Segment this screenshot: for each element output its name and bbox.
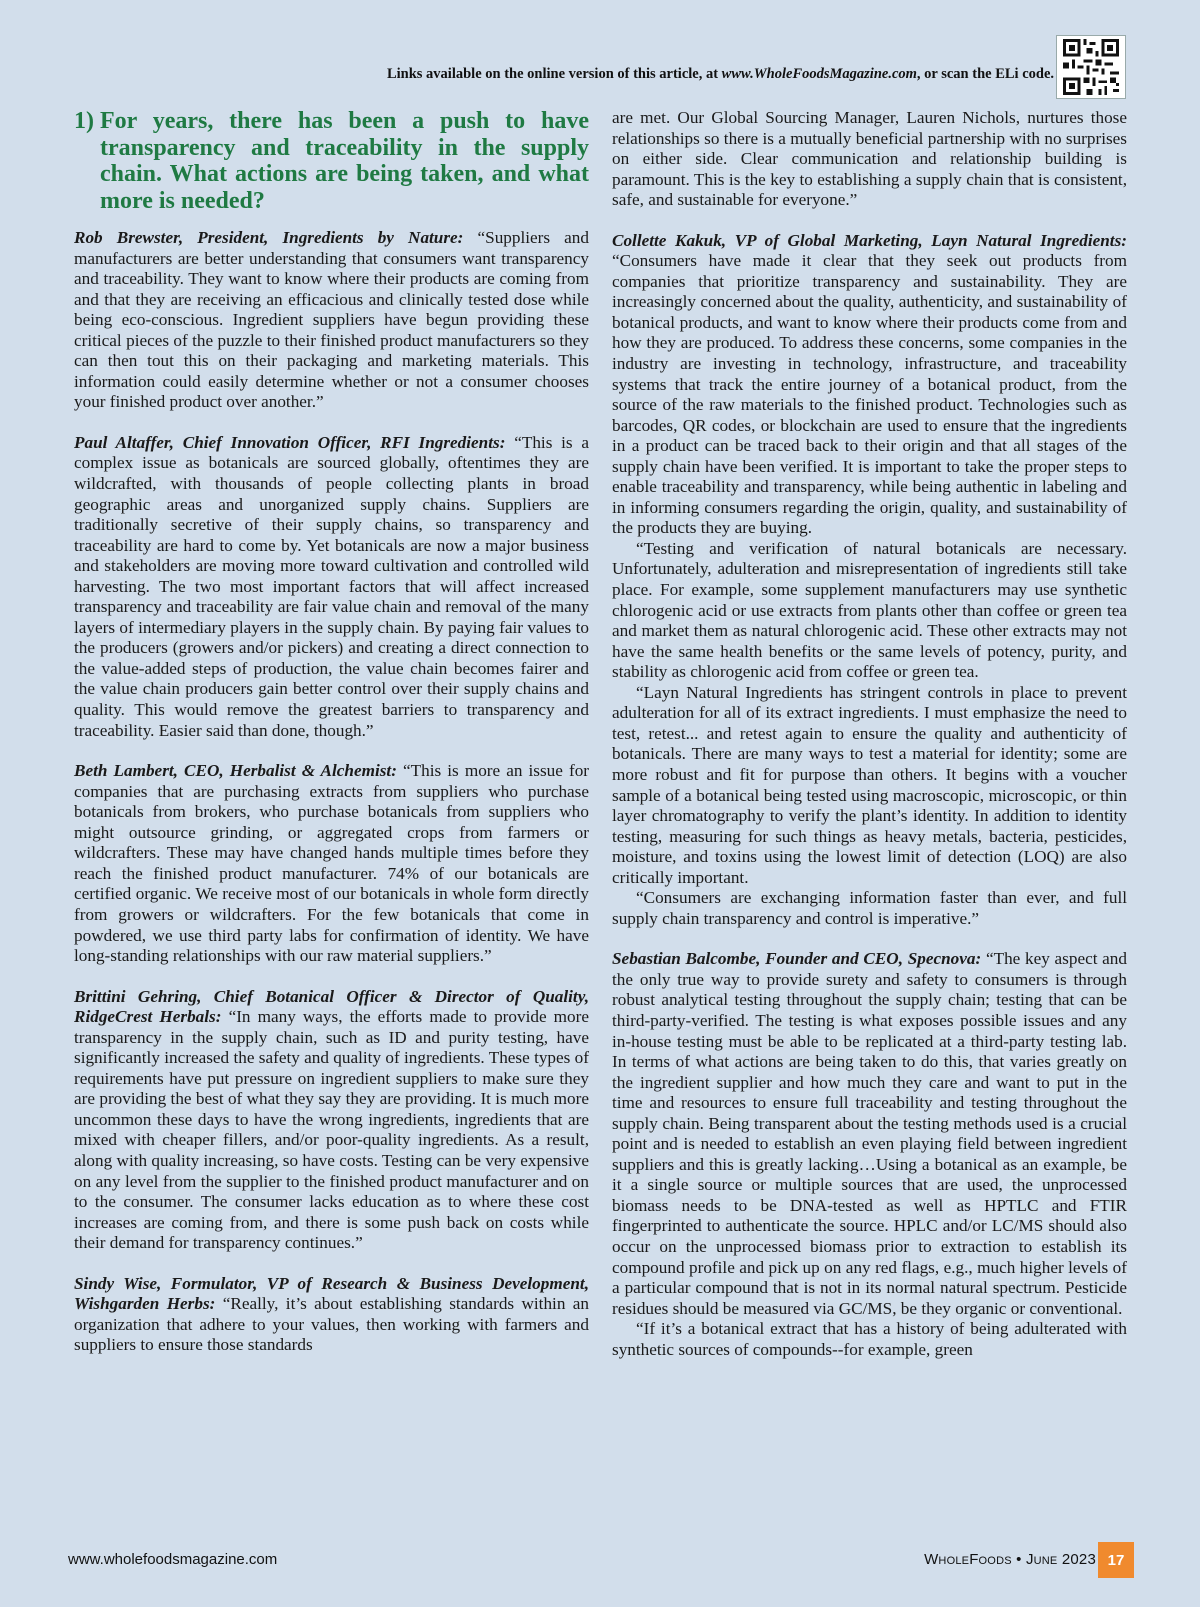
links-note — [0, 66, 1054, 83]
quote-paragraph — [74, 761, 589, 966]
right-column — [612, 108, 1127, 1380]
quote-text: “If it’s a botanical extract that has a history of being adulterated with synthetic sources of compounds--for example, green — [612, 1319, 1127, 1359]
issue-date: June 2023 — [1025, 1551, 1096, 1568]
quote-entry — [612, 231, 1127, 930]
footer-separator: • — [1011, 1551, 1026, 1568]
publication-name: WholeFoods — [924, 1551, 1012, 1568]
quote-text: “Consumers have made it clear that they seek out products from companies that prioritize transparency and sustainability. They are increasingly concerned about the quality, authenticity, and sustainability of botanical products, and want to know where their products come from and how they are produced. To address these concerns, some companies in the industry are investing in technology, infrastructure, and traceability systems that track the entire journey of a botanical product, from the source of the raw materials to the finished product. Technologies such as barcodes, QR codes, or blockchain are used to ensure that the ingredients in a product can be traced back to their origin and that all stages of the supply chain have been verified. It is important to take the proper steps to enable traceability and transparency, while being authentic in labeling and in informing consumers regarding the origin, quality, and sustainability of the products they are buying. — [612, 251, 1127, 538]
speaker-name: Rob Brewster, President, Ingredients by Nature: — [74, 228, 464, 247]
quote-paragraph — [74, 433, 589, 741]
left-entries — [74, 228, 589, 1356]
left-column — [74, 108, 589, 1376]
quote-paragraph — [612, 1319, 1127, 1360]
quote-text: “The key aspect and the only true way to provide surety and safety to consumers is through robust analytical testing throughout the supply chain; testing that can be third-party-verified. The testing is what exposes possible issues and any in-house testing must be able to be replicated at a third-party testing lab. In terms of what actions are being taken to do this, that varies greatly on the ingredient supplier and how much they care and want to put in the time and resources to ensure full traceability and testing throughout the supply chain. Being transparent about the testing methods used is a crucial point and is needed to establish an even playing field between ingredient suppliers and this is greatly lacking…Using a botanical as an example, be it a single source or multiple sources that are used, the unprocessed biomass needs to be DNA-tested as well as HPTLC and FTIR fingerprinted to authenticate the source. HPLC and/or LC/MS should also occur on the unprocessed biomass prior to extraction to establish its compound profile and pick up on any red flags, e.g., much higher levels of a particular compound that is not in its normal natural spectrum. Pesticide residues should be measured via GC/MS, be they organic or conventional. — [612, 949, 1127, 1318]
quote-text: “Suppliers and manufacturers are better understanding that consumers want transparency and traceability. They want to know where their products are coming from and that they are receiving an efficacious and clinically tested dose while being eco-conscious. Ingredient suppliers have begun providing these critical pieces of the puzzle to their finished product manufacturers so they can then tout this on their packaging and marketing materials. This information could easily determine whether or not a consumer chooses your finished product over another.” — [74, 228, 589, 412]
quote-paragraph — [612, 949, 1127, 1319]
quote-text: “In many ways, the efforts made to provide more transparency in the supply chain, such as ID and purity testing, have significantly increased the safety and quality of ingredients. These types of requirements have put pressure on ingredient suppliers to make sure they are providing the best of what they say they are providing. It is much more uncommon these days to have the wrong ingredients, ingredients that are mixed with cheaper fillers, and/or poor-quality ingredients. As a result, along with quality increasing, so have costs. Testing can be very expensive on any level from the supplier to the finished product manufacturer and on to the consumer. The consumer lacks education as to where these cost increases are coming from, and there is some push back on costs while their demand for transparency continues.” — [74, 1007, 590, 1253]
speaker-name: Beth Lambert, CEO, Herbalist & Alchemist: — [74, 761, 397, 781]
links-note-tail: , or scan the ELi code. — [916, 66, 1054, 82]
quote-entry — [74, 987, 589, 1254]
links-note-text: Links available on the online version of this article, at — [386, 66, 722, 82]
continued-paragraph: are met. Our Global Sourcing Manager, Lauren Nichols, nurtures those relationships so there is a mutually beneficial partnership with no surprises on either side. Clear communication and relationship building is paramount. This is the key to establishing a supply chain that is consistent, safe, and sustainable for everyone.” — [612, 108, 1127, 210]
quote-text: “Consumers are exchanging information faster than ever, and full supply chain transparency and control is imperative.” — [612, 888, 1127, 928]
footer-publication — [924, 1551, 1096, 1568]
page-number: 17 — [1098, 1542, 1134, 1578]
quote-text: “This is a complex issue as botanicals are sourced globally, oftentimes they are wildcrafted, with thousands of people collecting plants in broad geographic areas and unorganized supply chains. Suppliers are traditionally secretive of their supply chains, so transparency and traceability are hard to come by. Yet botanicals are now a major business and stakeholders are moving more toward cultivation and controlled wild harvesting. The two most important factors that will affect increased transparency and traceability are fair value chain and removal of the many layers of intermediary players in the supply chain. By paying fair values to the producers (growers and/or pickers) and creating a direct connection to the value-added steps of production, the value chain becomes fairer and the value chain producers gain better control over their supply chains and quality. This would remove the greatest barriers to transparency and traceability. Easier said than done, though.” — [74, 432, 590, 740]
links-site[interactable]: www.WholeFoodsMagazine.com — [721, 66, 917, 82]
speaker-name: Paul Altaffer, Chief Innovation Officer, RFI Ingredients: — [74, 432, 506, 452]
speaker-name: Collette Kakuk, VP of Global Marketing, Layn Natural Ingredients: — [612, 230, 1127, 250]
quote-paragraph — [612, 683, 1127, 888]
question-number: 1) — [74, 108, 94, 134]
quote-entry — [74, 228, 589, 413]
quote-text: “Testing and verification of natural botanicals are necessary. Unfortunately, adulteration and misrepresentation of ingredients still take place. For example, some supplement manufacturers may use synthetic chlorogenic acid or use extracts from plants other than coffee or green tea and market them as natural chlorogenic acid. These other extracts may not have the same health benefits or the same levels of potency, purity, and stability as chlorogenic acid from coffee or green tea. — [612, 538, 1127, 682]
speaker-name: Brittini Gehring, Chief Botanical Officer & Director of Quality, RidgeCrest Herbals: — [74, 986, 589, 1027]
quote-paragraph — [74, 987, 589, 1254]
quote-paragraph — [612, 888, 1127, 929]
quote-entry — [74, 761, 589, 966]
quote-text: “This is more an issue for companies that are purchasing extracts from suppliers who purchase botanicals from brokers, who purchase botanicals from suppliers who might outsource grinding, or aggregated crops from farmers or wildcrafters. These may have changed hands multiple times before they reach the finished product manufacturer. 74% of our botanicals are certified organic. We receive most of our botanicals in whole form directly from growers or wildcrafters. For the few botanicals that come in powdered, we use third party labs for confirmation of identity. We have long-standing relationships with our raw material suppliers.” — [74, 761, 590, 966]
quote-text: “Layn Natural Ingredients has stringent controls in place to prevent adulteration for all of its extract ingredients. I must emphasize the need to test, retest... and retest again to ensure the quality and authenticity of botanicals. There are many ways to test a material for identity; some are more robust and fit for purpose than others. It begins with a voucher sample of a botanical being tested using macroscopic, microscopic, or thin layer chromatography to verify the plant’s identity. In addition to identity testing, measuring for such things as heavy metals, bacteria, pesticides, moisture, and toxins using the lowest limit of detection (LOQ) are also critically important. — [612, 682, 1127, 887]
quote-paragraph — [74, 1274, 589, 1356]
footer-url[interactable]: www.wholefoodsmagazine.com — [68, 1551, 278, 1568]
quote-entry — [74, 433, 589, 741]
quote-entry — [74, 1274, 589, 1356]
right-entries — [612, 231, 1127, 1361]
quote-text: “Really, it’s about establishing standards within an organization that adhere to your values, then working with farmers and suppliers to ensure those standards — [74, 1294, 590, 1355]
quote-paragraph — [74, 228, 589, 413]
question-text: For years, there has been a push to have transparency and traceability in the supply chain. What actions are being taken, and what more is needed? — [100, 108, 589, 214]
quote-paragraph — [612, 231, 1127, 539]
question-heading — [74, 108, 589, 214]
quote-entry — [612, 949, 1127, 1360]
quote-paragraph — [612, 539, 1127, 683]
speaker-name: Sindy Wise, Formulator, VP of Research & Business Development, Wishgarden Herbs: — [74, 1273, 589, 1314]
qr-code-icon[interactable] — [1056, 35, 1126, 99]
continued-entry — [612, 108, 1127, 211]
speaker-name: Sebastian Balcombe, Founder and CEO, Specnova: — [612, 949, 982, 969]
